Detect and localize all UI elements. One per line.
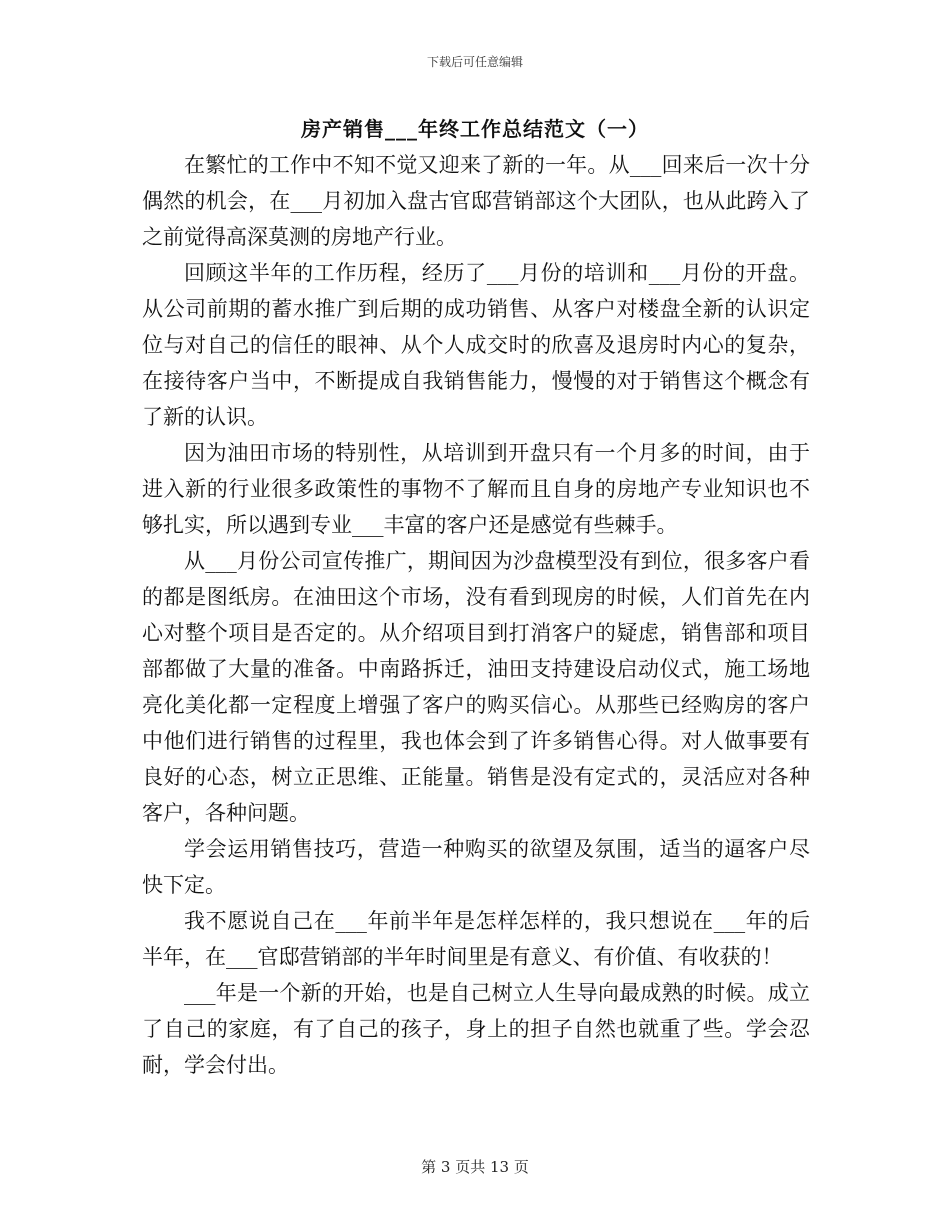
paragraph: ___年是一个新的开始，也是自己树立人生导向最成熟的时候。成立了自己的家庭，有了自己的孩子，身上的担子自然也就重了些。学会忍耐，学会付出。 bbox=[142, 981, 810, 1077]
paragraph: 从___月份公司宣传推广，期间因为沙盘模型没有到位，很多客户看的都是图纸房。在油田这个市场，没有看到现房的时候，人们首先在内心对整个项目是否定的。从介绍项目到打消客户的疑虑，销售部和项目部都做了大量的准备。中南路拆迁，油田支持建设启动仪式，施工场地亮化美化都一定程度上增强了客户的购买信心。从那些已经购房的客户中他们进行销售的过程里，我也体会到了许多销售心得。对人做事要有良好的心态，树立正思维、正能量。销售是没有定式的，灵活应对各种客户，各种问题。 bbox=[142, 549, 810, 825]
paragraph: 回顾这半年的工作历程，经历了___月份的培训和___月份的开盘。从公司前期的蓄水推广到后期的成功销售、从客户对楼盘全新的认识定位与对自己的信任的眼神、从个人成交时的欣喜及退房时内心的复杂，在接待客户当中，不断提成自我销售能力，慢慢的对于销售这个概念有了新的认识。 bbox=[142, 261, 810, 429]
header-note: 下载后可任意编辑 bbox=[426, 55, 523, 69]
paragraph: 我不愿说自己在___年前半年是怎样怎样的，我只想说在___年的后半年，在___官邸营销部的半年时间里是有意义、有价值、有收获的！ bbox=[142, 909, 810, 969]
document-title: 房产销售___年终工作总结范文（一） bbox=[301, 117, 649, 141]
paragraph: 因为油田市场的特别性，从培训到开盘只有一个月多的时间，由于进入新的行业很多政策性的事物不了解而且自身的房地产专业知识也不够扎实，所以遇到专业___丰富的客户还是感觉有些棘手。 bbox=[142, 441, 810, 537]
page-number-footer: 第 3 页共 13 页 bbox=[421, 1158, 529, 1176]
paragraph: 在繁忙的工作中不知不觉又迎来了新的一年。从___回来后一次十分偶然的机会，在___月初加入盘古官邸营销部这个大团队，也从此跨入了之前觉得高深莫测的房地产行业。 bbox=[142, 153, 810, 249]
document-body bbox=[142, 147, 810, 1083]
paragraph: 学会运用销售技巧，营造一种购买的欲望及氛围，适当的逼客户尽快下定。 bbox=[142, 837, 810, 897]
